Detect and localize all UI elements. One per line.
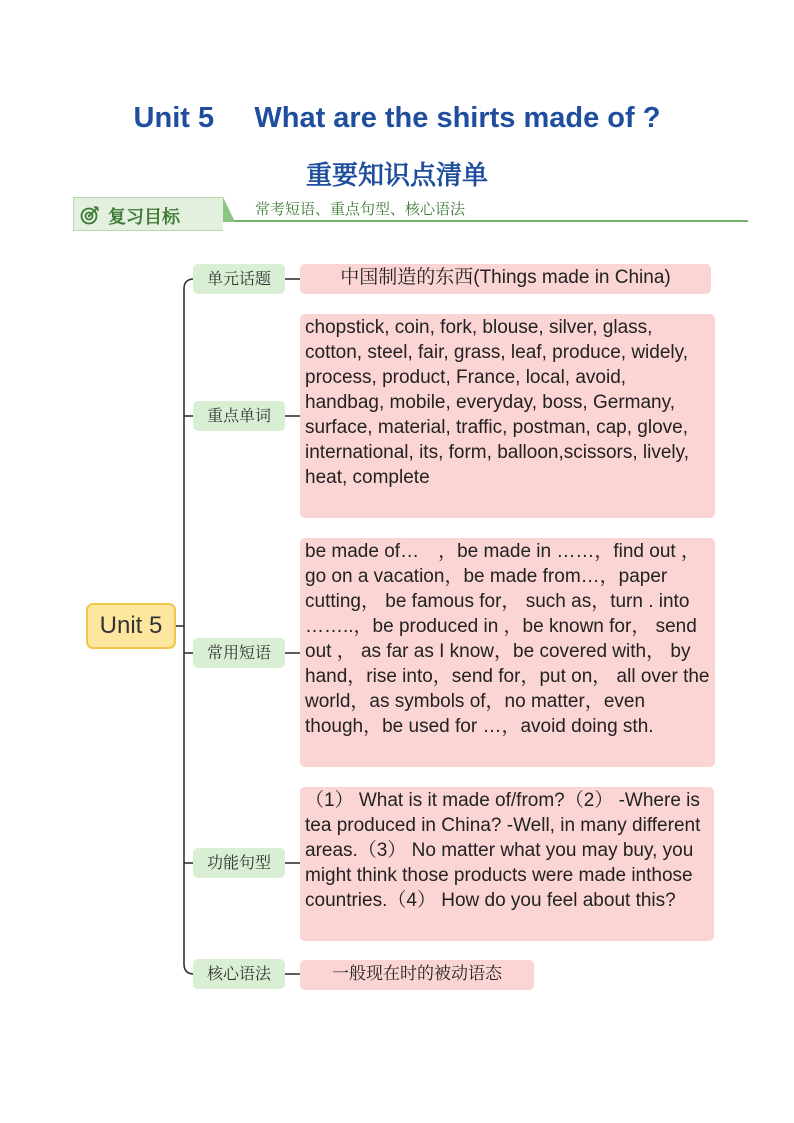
content-key-words: chopstick, coin, fork, blouse, silver, glass, cotton, steel, fair, grass, leaf, produce, widely, process, product, France, local, avoid, handbag, mobile, everyday, boss, Germany, surface, material, traffic, postman, cap, glove, international, its, form, balloon,scissors, lively, heat, complete	[300, 314, 715, 518]
content-common-phrases: be made of… ，be made in ……，find out ，go on a vacation，be made from…，paper cutting， be famous for， such as，turn . into ……..，be produced in ，be known for， send out ， as far as I know，be covered with， by hand，rise into，send for，put on， all over the world，as symbols of，no matter，even though，be used for …，avoid doing sth.	[300, 538, 715, 767]
category-functional-sentences: 功能句型	[193, 848, 285, 878]
category-unit-topic: 单元话题	[193, 264, 285, 294]
banner-subtitle: 常考短语、重点句型、核心语法	[255, 200, 466, 218]
page-title-english: Unit 5 What are the shirts made of ?	[133, 102, 661, 134]
page-title-chinese: 重要知识点清单	[305, 161, 488, 191]
category-core-grammar: 核心语法	[193, 959, 285, 989]
category-common-phrases: 常用短语	[193, 638, 285, 668]
content-functional-sentences: （1） What is it made of/from?（2） -Where is tea produced in China? -Well, in many different areas.（3） No matter what you may buy, you might think those products were made inthose countries.（4） How do you feel about this?	[300, 787, 714, 941]
content-unit-topic: 中国制造的东西(Things made in China)	[300, 264, 711, 294]
mindmap-root-unit: Unit 5	[86, 603, 176, 649]
content-core-grammar: 一般现在时的被动语态	[300, 960, 534, 990]
banner-label: 复习目标	[108, 207, 180, 228]
category-key-words: 重点单词	[193, 401, 285, 431]
